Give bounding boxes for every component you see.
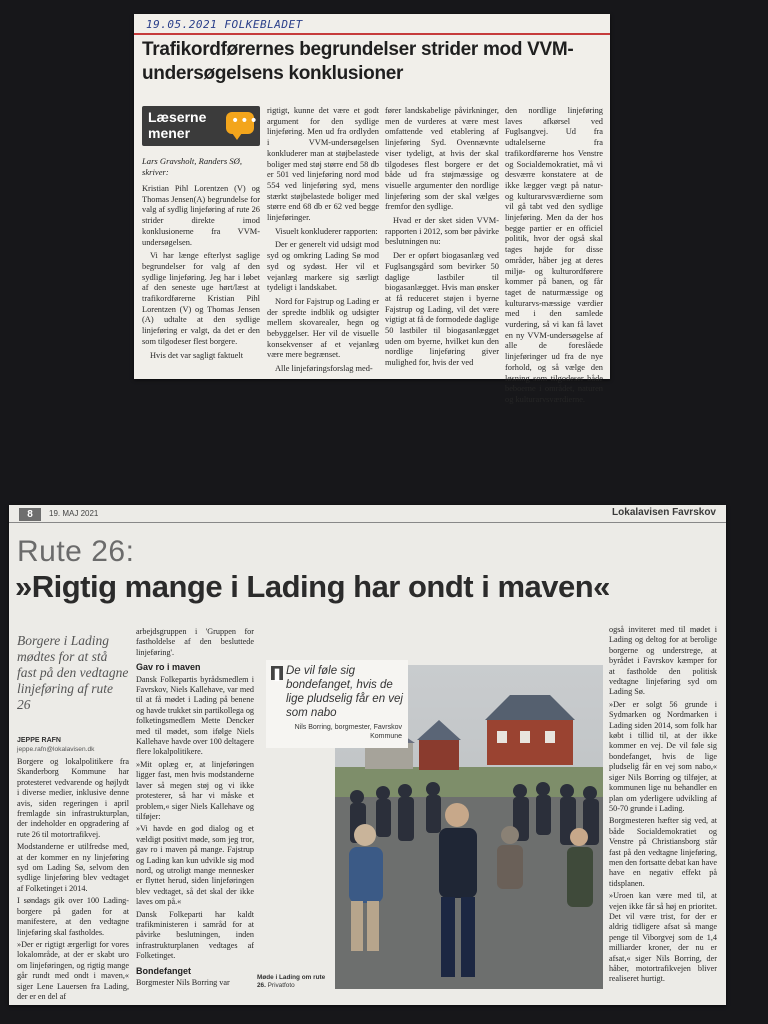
photo-caption: [257, 974, 331, 990]
badge-label: Læserne mener: [148, 109, 207, 141]
column-2: [267, 106, 379, 378]
pull-quote-attribution: Nils Borring, borgmester, Favrskov Kommune: [294, 724, 402, 740]
article-col1-paragraph: »Der er rigtigt ærgerligt for vores lokalområde, at der er skabt uro om linjeføringen, og rigtig mange går rundt med ondt i maven,« siger Lene Lauersen fra Lading, der er en del af: [17, 939, 129, 1001]
subhead-bondefanget: Bondefanget: [136, 965, 191, 976]
article-column-2: [136, 627, 254, 990]
article-column-1: [17, 757, 129, 1004]
caption-credit: Privatfoto: [267, 982, 295, 989]
column-4: [505, 106, 603, 409]
col1-paragraph: Vi har længe efterlyst saglige begrundelser for valg af den sydlige linjeføring. Jeg har i løbet af den seneste uge hørt/læst at trafikordførerne Kristian Pihl Lorentzen (V) og Thomas Jensen (A) udtalte at den sydlige linjeføring er valgt, da det er den som tilgodeser flest borgere.: [142, 251, 260, 346]
article-col1-paragraph: Borgere og lokalpolitikere fra Skanderborg Kommune har protesteret vedvarende og højlydt i diverse medier, inklusive denne avis, siden regeringen i april fremlagde sin infrastrukturplan, der indeholder en opgradering af rute 26 til motortrafikvej.: [17, 757, 129, 839]
col2-paragraph: rigtigt, kunne det være et godt argument for den sydlige linjeføring. Men ud fra ordlyden i VVM-undersøgelsen konkluderer man at støjbelastede boliger med støj større end 58 db er 501 ved linjeføring nord mod 554 ved linjeføring syd, mens stærkt støjbelastede boliger med større end 68 db er 62 ved begge linjeføringer.: [267, 106, 379, 223]
lokalavisen-clipping: [9, 505, 726, 1005]
col2-paragraph: Der er generelt vid udsigt mod syd og omkring Lading Sø mod syd og sydøst. Her vil et vejanlæg markere sig særligt tydeligt i landskabet.: [267, 240, 379, 293]
deck-intro: Borgere i Lading mødtes for at stå fast på den vedtagne linjeføring af rute 26: [17, 633, 129, 712]
article-col3-paragraph: »Uroen kan være med til, at vejen ikke får så høj en prioritet. Det vil være trist, for der er aldrig tidligere afsat så mange penge til Viborgvej som de 1,4 milliarder kroner, der nu er afsat,« siger Nils Borring, der håber, motortrafikvejen bliver realiseret hurtigt.: [609, 891, 717, 984]
column-2-body: [136, 675, 254, 962]
author-email: jeppe.rafn@lokalavisen.dk: [17, 746, 95, 753]
column-1: [142, 184, 260, 364]
letter-byline: Lars Gravsholt, Randers SØ, skriver:: [142, 156, 243, 177]
article-col2-paragraph: »Mit oplæg er, at linjeføringen ligger fast, men hvis modstanderne laver så megen støj og vi ikke protesterer, så har vi måske et problem,« siger Niels Kallehave og tilføjer:: [136, 759, 254, 821]
article-col3-paragraph: også inviteret med til mødet i Lading og deltog for at berolige borgerne og understrege, at byrådet i Favrskov kæmper for at fastholde den politisk vedtagne linjeføring syd om Lading Sø.: [609, 625, 717, 697]
col3-paragraph: fører landskabelige påvirkninger, men de vurderes at være mest omfattende ved etablering af linjeføring Syd. Ovennævnte viser tydeligt, at hvis der skal tilgodeses flest borgere er det både ud fra støjmæssige og visuelle argumenter den nordlige linjeføring som der skal vælges fremfor den sydlige.: [385, 106, 499, 212]
handwritten-date-note: 19.05.2021 FOLKEBLADET: [146, 18, 303, 31]
article-col1-paragraph: I søndags gik over 100 Lading-borgere på gaden for at manifestere, at den vedtagne linjeføring skal fastholdes.: [17, 896, 129, 937]
pull-quote-text: De vil føle sig bondefanget, hvis de lige pludselig får en vej som nabo: [286, 665, 403, 719]
col2-paragraph: Nord for Fajstrup og Lading er der spredte indblik og udsigter mellem skovarealer, hegn og bebyggelser. Her vil de visuelle konsekvenser af et vejanlæg være mere begrænset.: [267, 296, 379, 360]
article-col1-paragraph: Modstanderne er utilfredse med, at der kommer en ny linjeføring syd om Lading Sø, selvom den sydlige linjeføring blev vedtaget af Folketinget i 2014.: [17, 842, 129, 893]
author-name: JEPPE RAFN: [17, 737, 61, 744]
newspaper-name: Lokalavisen Favrskov: [612, 507, 716, 518]
page-number: 8: [19, 508, 41, 521]
main-headline: »Rigtig mange i Lading har ondt i maven«: [15, 569, 610, 604]
speech-bubble-icon: •••: [226, 112, 254, 134]
col3-paragraph: Hvad er der sket siden VVM-rapporten i 2012, som bør påvirke beslutningen nu:: [385, 216, 499, 247]
pull-quote: [266, 660, 408, 748]
column-3: [385, 106, 499, 372]
quote-mark-icon: ❚: [271, 667, 283, 681]
red-rule: [134, 33, 610, 35]
col1-paragraph: Hvis det var sagligt faktuelt: [150, 350, 244, 360]
article-col3-paragraph: »Der er solgt 56 grunde i Sydmarken og Nordmarken i Lading siden 2014, som folk har købt i tillid til, at der ikke kommer en vej. De vil føle sig bondefanget, hvis de lige pludselig får en vej som nabo,« siger Nils Borring og tilføjer, at kommunen lige nu behandler en plan om yderligere udvikling af 50-70 grunde i Lading.: [609, 699, 717, 813]
col1-paragraph: Kristian Pihl Lorentzen (V) og Thomas Jensen(A) begrundelse for valg af sydlig linjeføring af rute 26 strider direkte imod konklusionerne fra VVM-undersøgelsen.: [142, 184, 260, 247]
article-col2-paragraph: Dansk Folkepartis byrådsmedlem i Favrskov, Niels Kallehave, var med til at få mødet i Lading på benene og havde trukket sin partikollega og folketingsmedlem Mette Dencker med til mødet, som ifølge Niels Kallehave havde over 100 deltagere flere lokalpolitikere.: [136, 674, 255, 757]
article-headline: Trafikordførernes begrundelser strider mod VVM-undersøgelsens konklusioner: [142, 39, 574, 84]
subhead-gav-ro: Gav ro i maven: [136, 662, 201, 673]
article-col2-paragraph: Dansk Folkeparti har kaldt trafikministeren i samråd for at påvirke beslutningen, inden infrastrukturplanen vedtages af Folketinget.: [136, 909, 254, 961]
article-col2-paragraph: »Vi havde en god dialog og et vældigt positivt møde, som jeg tror, gav ro i maven på mange. Fajstrup og Lading kan kun udvikle sig mod nord, og utroligt mange mennesker er flyttet herud, siden linjeføringen blev vedtaget, så det skal der ikke laves om på.«: [136, 824, 254, 907]
col2-paragraph: Visuelt konkluderer rapporten:: [275, 226, 378, 236]
caption-text: Møde i Lading om rute 26.: [257, 974, 326, 989]
kicker: Rute 26:: [17, 535, 135, 568]
article-col3-paragraph: Borgmesteren hæfter sig ved, at både Socialdemokratiet og Venstre på Christiansborg står fast på den vedtagne linjeføring, men den fortsatte debat kan have have en negativ effekt på tidsplanen.: [609, 816, 717, 888]
col4-paragraph: den nordlige linjeføring laves afkørsel ved Fuglsangvej. Ud fra udtalelserne fra trafikordførerne hos Venstre og Socialdemokratiet, må vi desværre konstatere at de ikke lægger vægt på natur- og kulturarvsværdierne som vil gå tabt ved den sydlige linjeføring. Men da der hos begge partier er en officiel politik, hvor der også skal tages højde for disse områder, håber jeg at deres miljø- og kulturordførere kommer på banen, og får taget de naturmæssige og kulturarvs-mæssige værdier med i den samlede vurdering, så vi kan få lavet en ny VVM-undersøgelse af alle de foreslåede linjeføringer ud fra de nye forhold, og så vælge den løsning som tilgodeser både beboerne i området, naturen og kulturarvsværdierne.: [505, 106, 603, 404]
column-2-intro: arbejdsgruppen i 'Gruppen for fastholdelse af den besluttede linjeføring'.: [136, 627, 254, 657]
readers-opinion-badge: [142, 106, 260, 146]
col3-paragraph: Der er opført biogasanlæg ved Fuglsangsgård som bevirker 50 daglige lastbiler til biogasanlægget. Hvis man ønsker at få reduceret støjen i byerne Fajstrup og Lading, vil det være vigtigt at få de formodede daglige 50 lastbiler til biogasanlægget uden om byerne, hvilket kun den nordlige linjeføring giver mulighed for, hvis der ved: [385, 251, 499, 368]
issue-date: 19. MAJ 2021: [49, 509, 99, 518]
col2-paragraph: Alle linjeføringsforslag med-: [275, 364, 373, 374]
article-column-3: [609, 625, 717, 987]
page-header-bar: [9, 505, 726, 523]
column-2-end: Borgmester Nils Borring var: [136, 978, 230, 987]
folkebladet-clipping: [134, 14, 610, 404]
